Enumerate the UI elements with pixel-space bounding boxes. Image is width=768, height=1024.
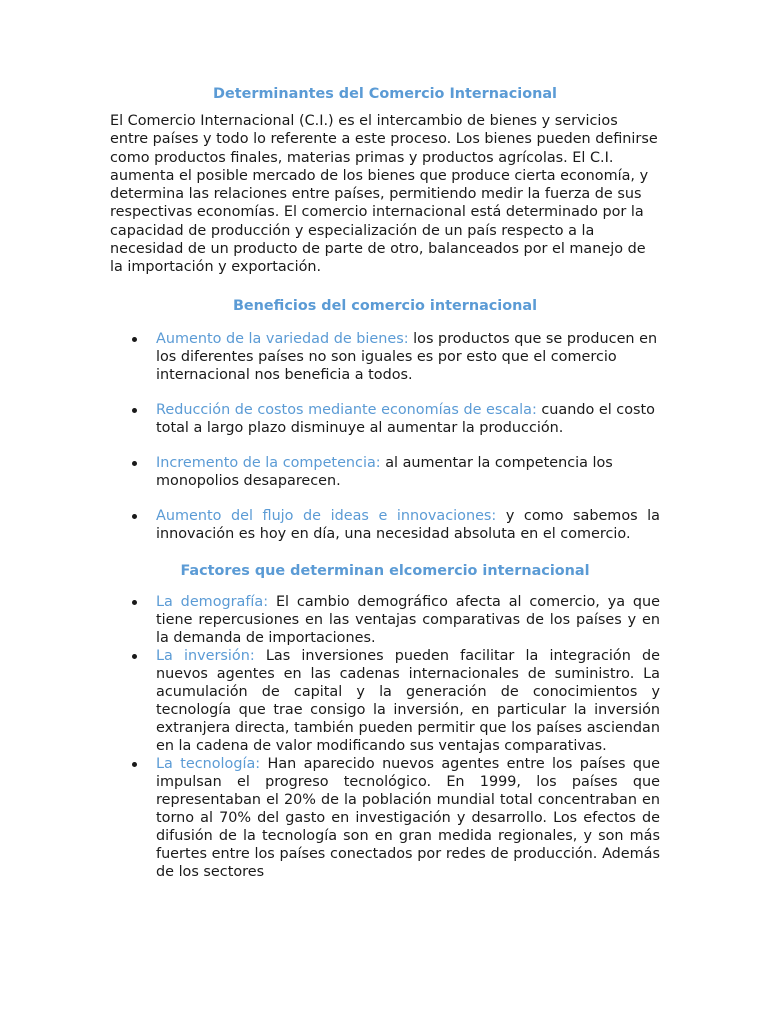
item-text: cuando el costo total a largo plazo disminuye al aumentar la producción. — [156, 401, 655, 436]
item-text: El cambio demográfico afecta al comercio, ya que tiene repercusiones en las ventajas comparativas de los países y en la demanda de importaciones. — [156, 593, 660, 646]
list-item — [110, 647, 660, 755]
item-term: Aumento de la variedad de bienes: — [156, 330, 409, 347]
item-term: Aumento del flujo de ideas e innovaciones: — [156, 507, 497, 524]
factors-list — [110, 593, 660, 881]
item-text: los productos que se producen en los diferentes países no son iguales es por esto que el comercio internacional nos beneficia a todos. — [156, 330, 658, 383]
item-term: Incremento de la competencia: — [156, 454, 381, 471]
item-text: al aumentar la competencia los monopolios desaparecen. — [156, 454, 613, 489]
list-item — [110, 401, 660, 437]
intro-paragraph: El Comercio Internacional (C.I.) es el intercambio de bienes y servicios entre países y todo lo referente a este proceso. Los bienes pueden definirse como productos finales, materias primas y productos agrícolas. El C.I. aumenta el posible mercado de los bienes que produce cierta economía, y determina las relaciones entre países, permitiendo medir la fuerza de sus respectivas economías. El comercio internacional está determinado por la capacidad de producción y especialización de un país respecto a la necesidad de un producto de parte de otro, balanceados por el manejo de la importación y exportación. — [110, 113, 658, 276]
document-page — [110, 84, 660, 881]
item-text: Han aparecido nuevos agentes entre los países que impulsan el progreso tecnológico. En 1999, los países que representaban el 20% de la población mundial total concentraban en torno al 70% del gasto en investigación y desarrollo. Los efectos de difusión de la tecnología son en gran medida regionales, y son más fuertes entre los países conectados por redes de producción. Además de los sectores — [156, 755, 660, 880]
list-item — [110, 330, 660, 384]
item-term: La inversión: — [156, 647, 255, 664]
document-title: Determinantes del Comercio Internacional — [213, 86, 557, 102]
benefits-list — [110, 330, 660, 543]
item-text: Las inversiones pueden facilitar la integración de nuevos agentes en las cadenas internacionales de suministro. La acumulación de capital y la generación de conocimientos y tecnología que trae consigo la inversión, en particular la inversión extranjera directa, también pueden permitir que los países asciendan en la cadena de valor modificando sus ventajas comparativas. — [156, 647, 660, 754]
item-term: La demografía: — [156, 593, 269, 610]
item-term: Reducción de costos mediante economías de escala: — [156, 401, 537, 418]
list-item — [110, 507, 660, 543]
item-text: y como sabemos la innovación es hoy en día, una necesidad absoluta en el comercio. — [156, 507, 661, 542]
list-item — [110, 454, 660, 490]
benefits-heading: Beneficios del comercio internacional — [232, 297, 538, 314]
list-item — [110, 593, 660, 647]
list-item — [110, 755, 660, 881]
factors-heading: Factores que determinan elcomercio internacional — [180, 562, 590, 579]
item-term: La tecnología: — [156, 755, 261, 772]
